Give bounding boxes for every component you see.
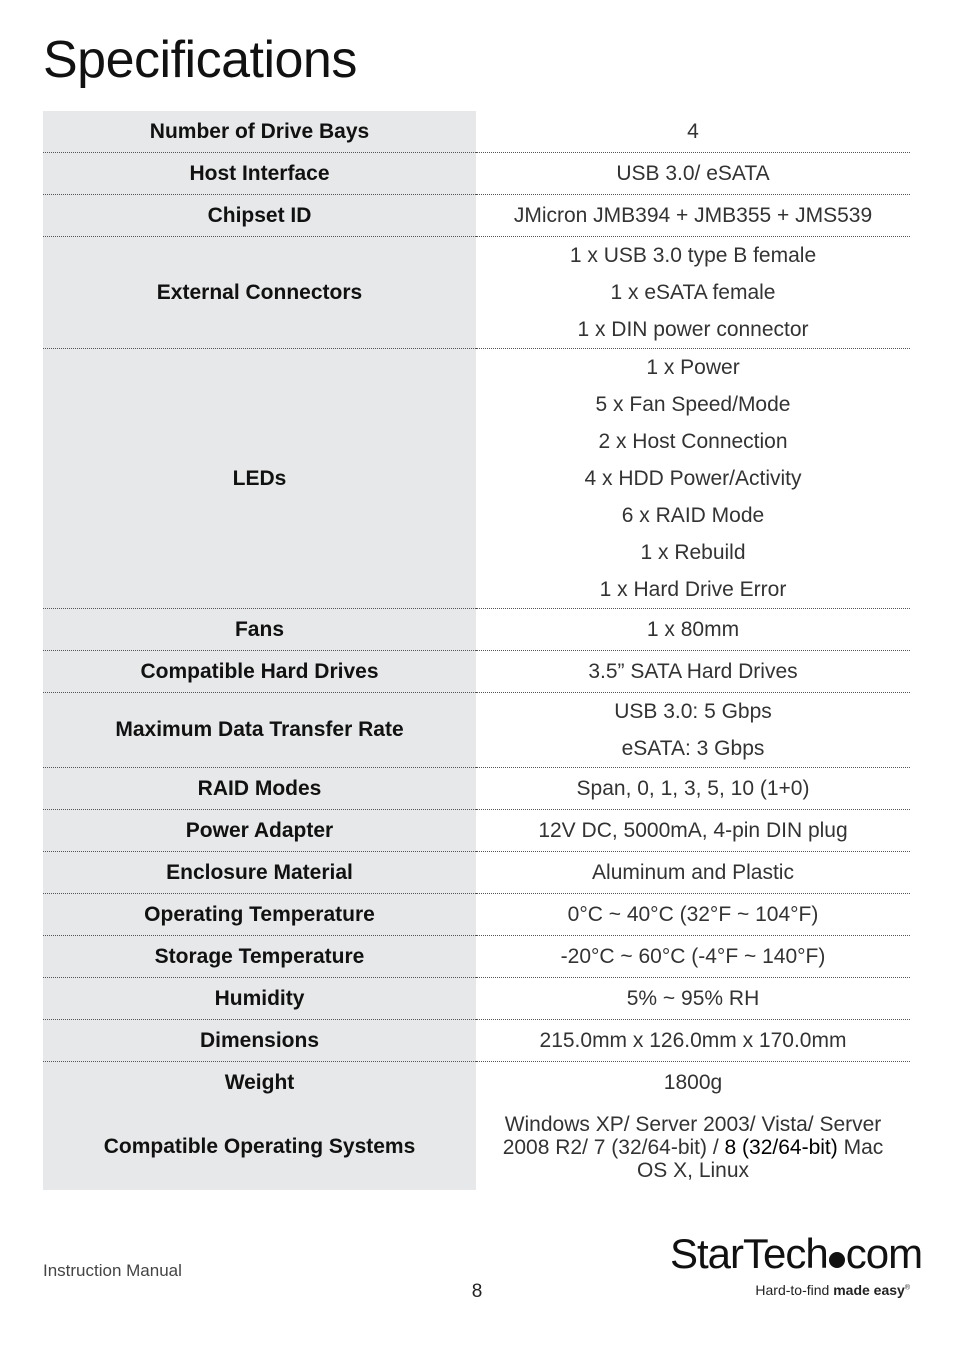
spec-value <box>476 349 910 609</box>
spec-value <box>476 936 910 978</box>
spec-label: Maximum Data Transfer Rate <box>43 693 476 768</box>
table-row <box>43 609 910 651</box>
spec-value <box>476 237 910 349</box>
os-value-part-highlight: 8 (32/64-bit) <box>724 1136 838 1159</box>
spec-value-line: 4 <box>687 120 699 143</box>
spec-value-line: 5 x Fan Speed/Mode <box>595 393 791 416</box>
spec-label: Dimensions <box>43 1020 476 1062</box>
spec-value <box>476 852 910 894</box>
table-row <box>43 349 910 609</box>
os-value-part: Mac OS X, Linux <box>636 1136 884 1182</box>
spec-value <box>476 1062 910 1104</box>
spec-value-line: 1 x Power <box>646 356 740 379</box>
spec-value <box>476 1103 910 1190</box>
footer-manual-label: Instruction Manual <box>43 1261 182 1280</box>
spec-value <box>476 111 910 153</box>
spec-value-line: 12V DC, 5000mA, 4-pin DIN plug <box>538 819 848 842</box>
spec-label: Enclosure Material <box>43 852 476 894</box>
spec-value <box>476 978 910 1020</box>
spec-label: Storage Temperature <box>43 936 476 978</box>
spec-value <box>476 1020 910 1062</box>
table-row-compatible-os <box>43 1103 910 1190</box>
spec-label: RAID Modes <box>43 768 476 810</box>
spec-label: Chipset ID <box>43 195 476 237</box>
spec-value-line: 1 x eSATA female <box>610 281 776 304</box>
table-row <box>43 852 910 894</box>
spec-value <box>476 651 910 693</box>
spec-label: Weight <box>43 1062 476 1104</box>
table-row <box>43 237 910 349</box>
table-row <box>43 1020 910 1062</box>
spec-value-line: 1 x DIN power connector <box>577 318 809 341</box>
logo-brand: StarTech <box>670 1230 828 1277</box>
spec-value-line: 215.0mm x 126.0mm x 170.0mm <box>539 1029 847 1052</box>
spec-value <box>476 693 910 768</box>
logo-suffix: com <box>845 1230 923 1277</box>
spec-value <box>476 195 910 237</box>
logo-wordmark <box>670 1230 922 1278</box>
spec-value-line: USB 3.0/ eSATA <box>616 162 770 185</box>
spec-label: Humidity <box>43 978 476 1020</box>
spec-value-line: 1 x Hard Drive Error <box>599 578 787 601</box>
tagline-regular: Hard-to-find <box>755 1282 830 1298</box>
table-row <box>43 693 910 768</box>
table-row <box>43 195 910 237</box>
table-row <box>43 153 910 195</box>
spec-label: Compatible Hard Drives <box>43 651 476 693</box>
logo-dot-icon <box>829 1252 845 1268</box>
table-row <box>43 111 910 153</box>
spec-value-line: 5% ~ 95% RH <box>626 987 760 1010</box>
spec-value <box>476 609 910 651</box>
spec-value-line: Span, 0, 1, 3, 5, 10 (1+0) <box>576 777 810 800</box>
spec-value-line: Aluminum and Plastic <box>592 861 794 884</box>
spec-value <box>476 894 910 936</box>
table-row <box>43 768 910 810</box>
spec-value-line: 1 x USB 3.0 type B female <box>569 244 817 267</box>
table-row <box>43 936 910 978</box>
spec-label: LEDs <box>43 349 476 609</box>
table-row <box>43 810 910 852</box>
spec-value <box>476 810 910 852</box>
spec-label: Power Adapter <box>43 810 476 852</box>
spec-value-line: -20°C ~ 60°C (-4°F ~ 140°F) <box>560 945 826 968</box>
os-value-block <box>476 1103 910 1190</box>
page-title: Specifications <box>43 31 357 89</box>
spec-value-line: eSATA: 3 Gbps <box>621 737 765 760</box>
spec-value-line: 2 x Host Connection <box>598 430 788 453</box>
logo-tagline <box>755 1282 910 1298</box>
spec-value <box>476 768 910 810</box>
spec-label: Host Interface <box>43 153 476 195</box>
spec-value-line: USB 3.0: 5 Gbps <box>614 700 772 723</box>
spec-label: External Connectors <box>43 237 476 349</box>
table-row <box>43 1062 910 1104</box>
spec-value-line: JMicron JMB394 + JMB355 + JMS539 <box>513 204 873 227</box>
table-row <box>43 651 910 693</box>
tagline-bold: made easy <box>833 1282 905 1298</box>
specifications-table-body <box>43 111 910 1103</box>
spec-value-line: 6 x RAID Mode <box>621 504 765 527</box>
table-row <box>43 894 910 936</box>
spec-label: Number of Drive Bays <box>43 111 476 153</box>
spec-value-line: 1800g <box>663 1071 723 1094</box>
spec-value-line: 3.5” SATA Hard Drives <box>588 660 798 683</box>
registered-mark: ® <box>904 1284 910 1292</box>
table-row <box>43 978 910 1020</box>
spec-label: Fans <box>43 609 476 651</box>
page-number: 8 <box>471 1281 483 1302</box>
spec-value-line: 4 x HDD Power/Activity <box>584 467 802 490</box>
spec-label: Compatible Operating Systems <box>43 1103 476 1190</box>
startech-logo <box>670 1230 923 1302</box>
os-value-part: Windows XP/ Server 2003/ Vista/ Server 2008 R2/ 7 (32/64-bit) / <box>502 1113 882 1159</box>
spec-value-line: 1 x Rebuild <box>640 541 746 564</box>
spec-value-line: 0°C ~ 40°C (32°F ~ 104°F) <box>567 903 819 926</box>
specifications-table <box>43 111 910 1190</box>
spec-value-line: 1 x 80mm <box>646 618 740 641</box>
spec-label: Operating Temperature <box>43 894 476 936</box>
spec-value <box>476 153 910 195</box>
